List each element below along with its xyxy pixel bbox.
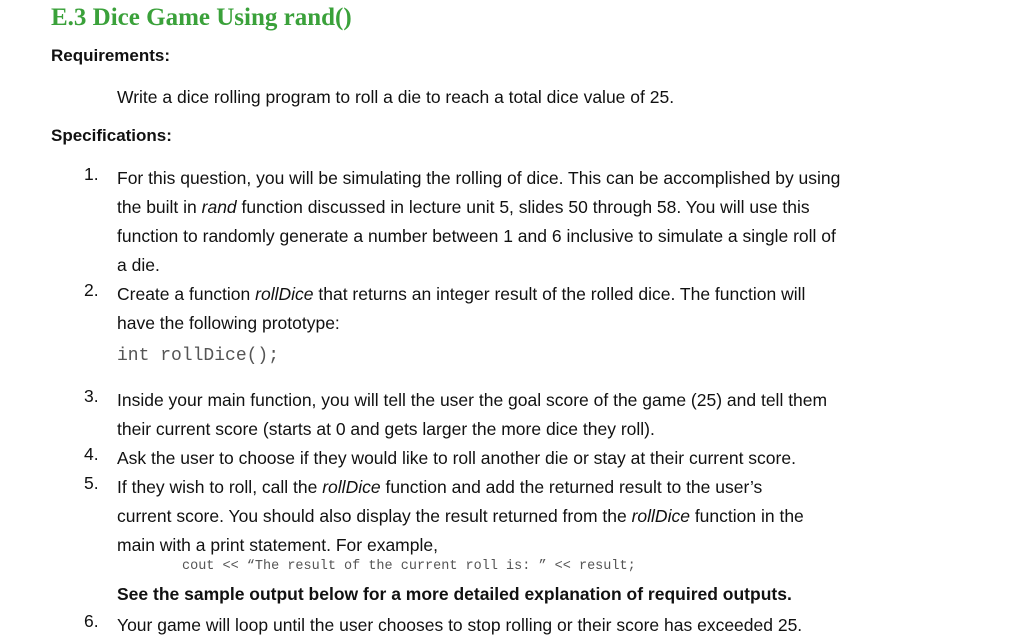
emphasized-term: rollDice — [631, 506, 690, 526]
emphasized-term: rollDice — [255, 284, 314, 304]
spec-item-number: 4. — [84, 444, 99, 464]
spec-item-number: 2. — [84, 280, 99, 300]
spec-item-text — [117, 280, 997, 338]
emphasized-term: rollDice — [322, 477, 381, 497]
sample-output-note: See the sample output below for a more detailed explanation of required outputs. — [117, 584, 792, 604]
text-line: current score. You should also display the result returned from the rollDice function in the — [117, 506, 804, 526]
prototype-code: int rollDice(); — [117, 346, 280, 366]
spec-item-text — [117, 611, 997, 640]
text-line: have the following prototype: — [117, 313, 340, 333]
spec-item-text — [117, 386, 997, 444]
text-line: main with a print statement. For example, — [117, 535, 438, 555]
spec-item-text — [117, 444, 997, 473]
cout-example-code: cout << “The result of the current roll is: ” << result; — [182, 559, 636, 574]
text-line: their current score (starts at 0 and gets larger the more dice they roll). — [117, 419, 655, 439]
page-title: E.3 Dice Game Using rand() — [51, 4, 352, 31]
spec-item-number: 3. — [84, 386, 99, 406]
requirements-heading: Requirements: — [51, 46, 171, 65]
text-line: Create a function rollDice that returns an integer result of the rolled dice. The function will — [117, 284, 806, 304]
text-line: the built in rand function discussed in lecture unit 5, slides 50 through 58. You will use this — [117, 197, 810, 217]
text-line: If they wish to roll, call the rollDice function and add the returned result to the user’s — [117, 477, 763, 497]
text-line: For this question, you will be simulating the rolling of dice. This can be accomplished by using — [117, 168, 841, 188]
spec-item-number: 5. — [84, 473, 99, 493]
text-line: a die. — [117, 255, 160, 275]
specifications-heading: Specifications: — [51, 126, 172, 145]
spec-item-number: 1. — [84, 164, 99, 184]
spec-item-number: 6. — [84, 611, 99, 631]
requirements-text: Write a dice rolling program to roll a die to reach a total dice value of 25. — [117, 87, 675, 107]
spec-item-text — [117, 164, 997, 280]
text-line: Your game will loop until the user chooses to stop rolling or their score has exceeded 25. — [117, 615, 803, 635]
spec-item-text — [117, 473, 997, 560]
emphasized-term: rand — [201, 197, 237, 217]
text-line: Ask the user to choose if they would like to roll another die or stay at their current score. — [117, 448, 796, 468]
text-line: function to randomly generate a number between 1 and 6 inclusive to simulate a single roll of — [117, 226, 836, 246]
text-line: Inside your main function, you will tell the user the goal score of the game (25) and tell them — [117, 390, 828, 410]
